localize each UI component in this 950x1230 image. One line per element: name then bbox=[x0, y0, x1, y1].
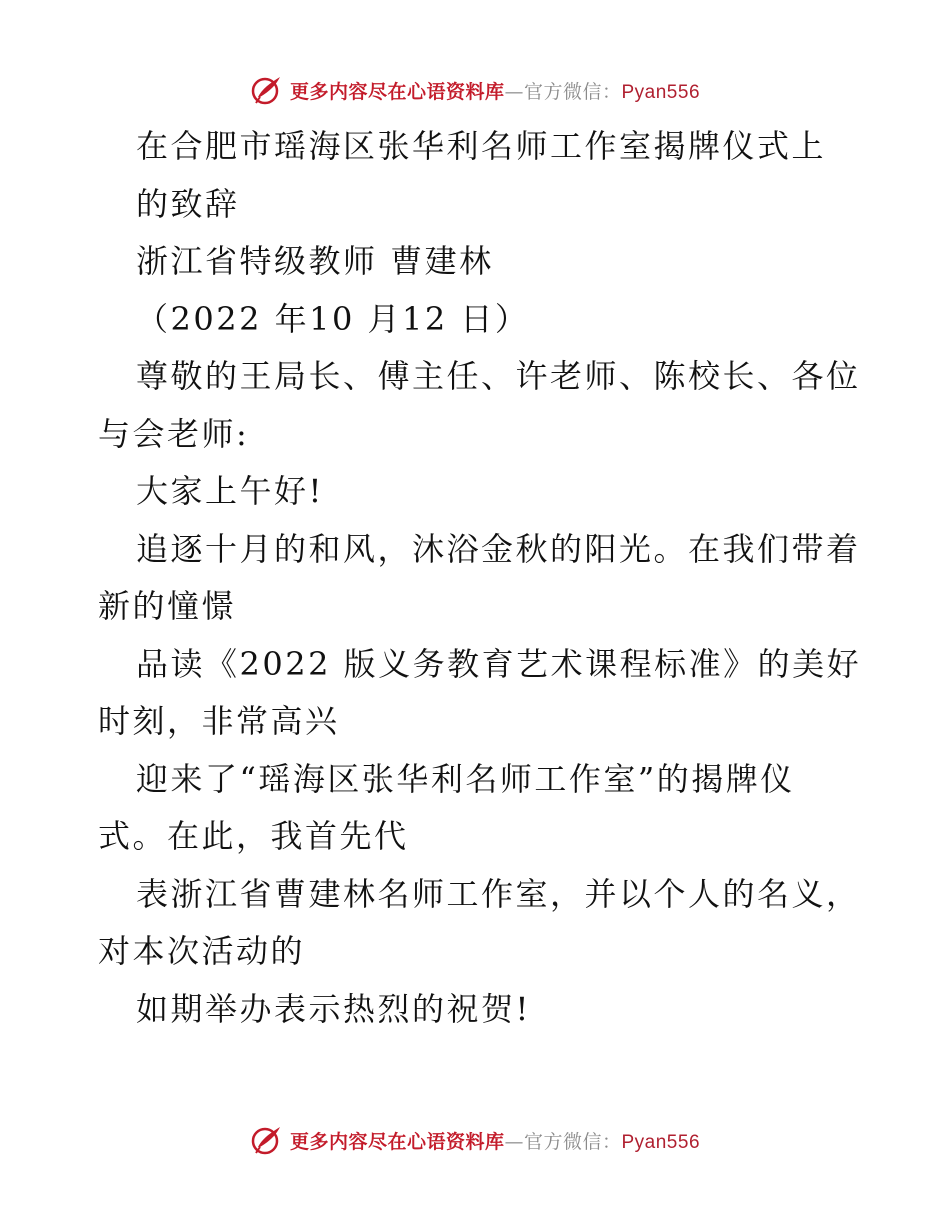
banner-text bbox=[290, 77, 700, 104]
banner-brand: 更多内容尽在心语资料库 bbox=[289, 1130, 505, 1153]
banner-wechat-label: 官方微信： bbox=[523, 1130, 622, 1153]
document-line: 浙江省特级教师 曹建林 bbox=[136, 242, 494, 280]
document-line: 品读《2022 版义务教育艺术课程标准》的美好 bbox=[136, 644, 862, 683]
banner-separator: — bbox=[504, 80, 524, 103]
banner-separator: — bbox=[504, 1130, 524, 1153]
document-line: 式。在此，我首先代 bbox=[98, 817, 409, 855]
document-line: 迎来了“瑶海区张华利名师工作室”的揭牌仪 bbox=[136, 759, 795, 798]
banner-wechat-id: Pyan556 bbox=[621, 81, 701, 103]
document-body bbox=[98, 118, 868, 1038]
document-line: 的致辞 bbox=[136, 184, 240, 223]
document-line: （2022 年10 月12 日） bbox=[136, 299, 530, 338]
document-line: 如期举办表示热烈的祝贺! bbox=[136, 989, 531, 1028]
document-line: 新的憧憬 bbox=[98, 587, 237, 625]
quill-pen-logo-icon bbox=[250, 1123, 284, 1157]
document-line: 与会老师: bbox=[98, 414, 250, 453]
document-line: 在合肥市瑶海区张华利名师工作室揭牌仪式上 bbox=[136, 127, 827, 165]
document-line: 尊敬的王局长、傅主任、许老师、陈校长、各位 bbox=[136, 357, 861, 395]
document-line: 大家上午好! bbox=[136, 472, 324, 510]
footer-banner bbox=[0, 1120, 950, 1160]
quill-pen-logo-icon bbox=[250, 73, 284, 107]
banner-wechat-id: Pyan556 bbox=[621, 1131, 701, 1153]
document-line: 表浙江省曹建林名师工作室，并以个人的名义， bbox=[136, 874, 861, 913]
document-line: 对本次活动的 bbox=[98, 932, 306, 970]
banner-wechat-label: 官方微信： bbox=[523, 80, 622, 103]
document-line: 追逐十月的和风，沐浴金秋的阳光。在我们带着 bbox=[136, 529, 861, 568]
banner-brand: 更多内容尽在心语资料库 bbox=[289, 80, 505, 103]
document-line: 时刻，非常高兴 bbox=[98, 702, 340, 740]
header-banner bbox=[0, 70, 950, 110]
banner-text bbox=[290, 1127, 700, 1154]
